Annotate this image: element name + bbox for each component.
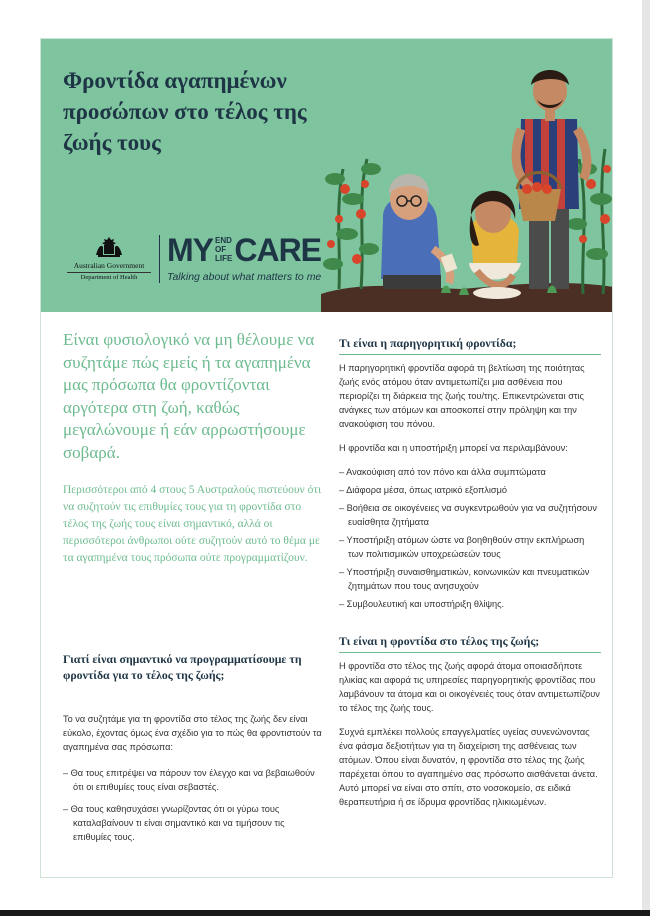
brand-my: MY (167, 232, 213, 268)
logo-divider (159, 235, 160, 283)
list-item: – Θα τους επιτρέψει να πάρουν τον έλεγχο και να βεβαιωθούν ότι οι επιθυμίες τους είναι σεβαστές. (63, 768, 315, 792)
why-section (63, 712, 325, 852)
palliative-definition-text: Η παρηγορητική φροντίδα αφορά τη βελτίωση της ποιότητας ζωής ενός ατόμου όταν αντιμετωπίζει μια ασθένεια που περιορίζει τη διάρκεια της ζωής του/της. Επικεντρώνεται στις ανάγκες των ατόμων και αποσκοπεί στην πρόληψη και την ανακούφιση του πόνου. (339, 363, 585, 429)
leaflet-page (40, 38, 613, 878)
list-item: – Διάφορα μέσα, όπως ιατρικό εξοπλισμό (339, 485, 508, 495)
viewer-bottom-bar (0, 910, 650, 916)
heading-rule (339, 354, 601, 355)
brand-tagline: Talking about what matters to me (167, 271, 322, 283)
why-intro-text: Το να συζητάμε για τη φροντίδα στο τέλος της ζωής δεν είναι εύκολο, έχοντας όμως ένα σχέδιο για το πώς θα φροντιστούν τα αγαπημένα σας πρόσωπα: (63, 714, 322, 752)
hero-banner (41, 39, 613, 312)
brand-small-word: END (215, 236, 232, 245)
brand-small-word: OF (215, 245, 227, 254)
end-of-life-definition-text: Η φροντίδα στο τέλος της ζωής αφορά άτομα οποιασδήποτε ηλικίας και αφορά τις υπηρεσίες παρηγορητικής φροντίδας που λαμβάνουν τα άτομα και οι οικογένειές τους όταν αντιμετωπίζουν το τέλος της ζωής τους. (339, 661, 600, 713)
intro-statistic-text: Περισσότεροι από 4 στους 5 Αυστραλούς πιστεύουν ότι να συζητούν τις επιθυμίες τους για τη φροντίδα στο τέλος της ζωής τους είναι σημαντικό, αλλά οι περισσότεροι άνθρωποι ούτε συζητούν αυτό το θέμα με τα αγαπημένα τους πρόσωπα ούτε προγραμματίζουν. (63, 484, 322, 564)
government-name: Australian Government (73, 261, 145, 270)
brand-small-word: LIFE (215, 254, 233, 263)
end-of-life-heading: Τι είναι η φροντίδα στο τέλος της ζωής; (339, 634, 540, 648)
page-title: Φροντίδα αγαπημένων προσώπων στο τέλος της ζωής τους (63, 68, 307, 155)
brand-care: CARE (234, 232, 322, 268)
list-item: – Βοήθεια σε οικογένειες να συγκεντρωθούν για να συζητήσουν ευαίσθητα ζητήματα (339, 503, 597, 527)
end-of-life-section (339, 659, 601, 809)
palliative-bullet-list (339, 465, 601, 611)
family-gardening-illustration (321, 49, 613, 312)
list-item: – Θα τους καθησυχάσει γνωρίζοντας ότι οι γύρω τους καταλαβαίνουν τι είναι σημαντικό και να τιμήσουν τις επιθυμίες τους. (63, 804, 285, 842)
palliative-heading: Τι είναι η παρηγορητική φροντίδα; (339, 336, 517, 350)
palliative-section (339, 361, 601, 611)
end-of-life-detail-text: Συχνά εμπλέκει πολλούς επαγγελματίες υγείας συνενώνοντας ένα φάσμα δεξιοτήτων για τη διαχείριση της ασθένειας των ατόμων. Όπου είναι δυνατόν, η φροντίδα στο τέλος της ζωής παρέχεται όπου το αγαπημένο σας πρόσωπο αισθάνεται άνετα. Αυτό μπορεί να είναι στο σπίτι, στο νοσοκομείο, σε ειδικά θεραπευτήρια ή σε ίδρυμα φροντίδας ηλικιωμένων. (339, 727, 598, 807)
intro-lead-text: Είναι φυσιολογικό να μη θέλουμε να συζητάμε πώς εμείς ή τα αγαπημένα μας πρόσωπα θα φροντίζονται αργότερα στη ζωή, καθώς μεγαλώνουμε ή εάν αρρωστήσουμε σοβαρά. (63, 330, 315, 462)
coat-of-arms-icon (92, 235, 126, 259)
list-item: – Υποστήριξη ατόμων ώστε να βοηθηθούν στην εκπλήρωση των πολιτισμικών υποχρεώσεών τους (339, 535, 585, 559)
list-item: – Υποστήριξη συναισθηματικών, κοινωνικών και πνευματικών ζητημάτων που τους ανησυχούν (339, 567, 590, 591)
palliative-includes-text: Η φροντίδα και η υποστήριξη μπορεί να περιλαμβάνουν: (339, 443, 568, 453)
list-item: – Συμβουλευτική και υποστήριξη θλίψης. (339, 599, 505, 609)
info-column (339, 335, 601, 819)
list-item: – Ανακούφιση από τον πόνο και άλλα συμπτώματα (339, 467, 546, 477)
brand-end-of-life (215, 236, 232, 263)
why-bullet-list (63, 766, 325, 844)
page-edge-shadow (642, 0, 650, 916)
intro-column (63, 329, 325, 567)
why-heading: Γιατί είναι σημαντικό να προγραμματίσουμε τη φροντίδα για το τέλος της ζωής; (63, 652, 302, 682)
my-end-of-life-care-logo (167, 231, 321, 273)
department-name: Department of Health (67, 272, 151, 281)
heading-rule (339, 652, 601, 653)
australian-government-logo (67, 235, 151, 285)
